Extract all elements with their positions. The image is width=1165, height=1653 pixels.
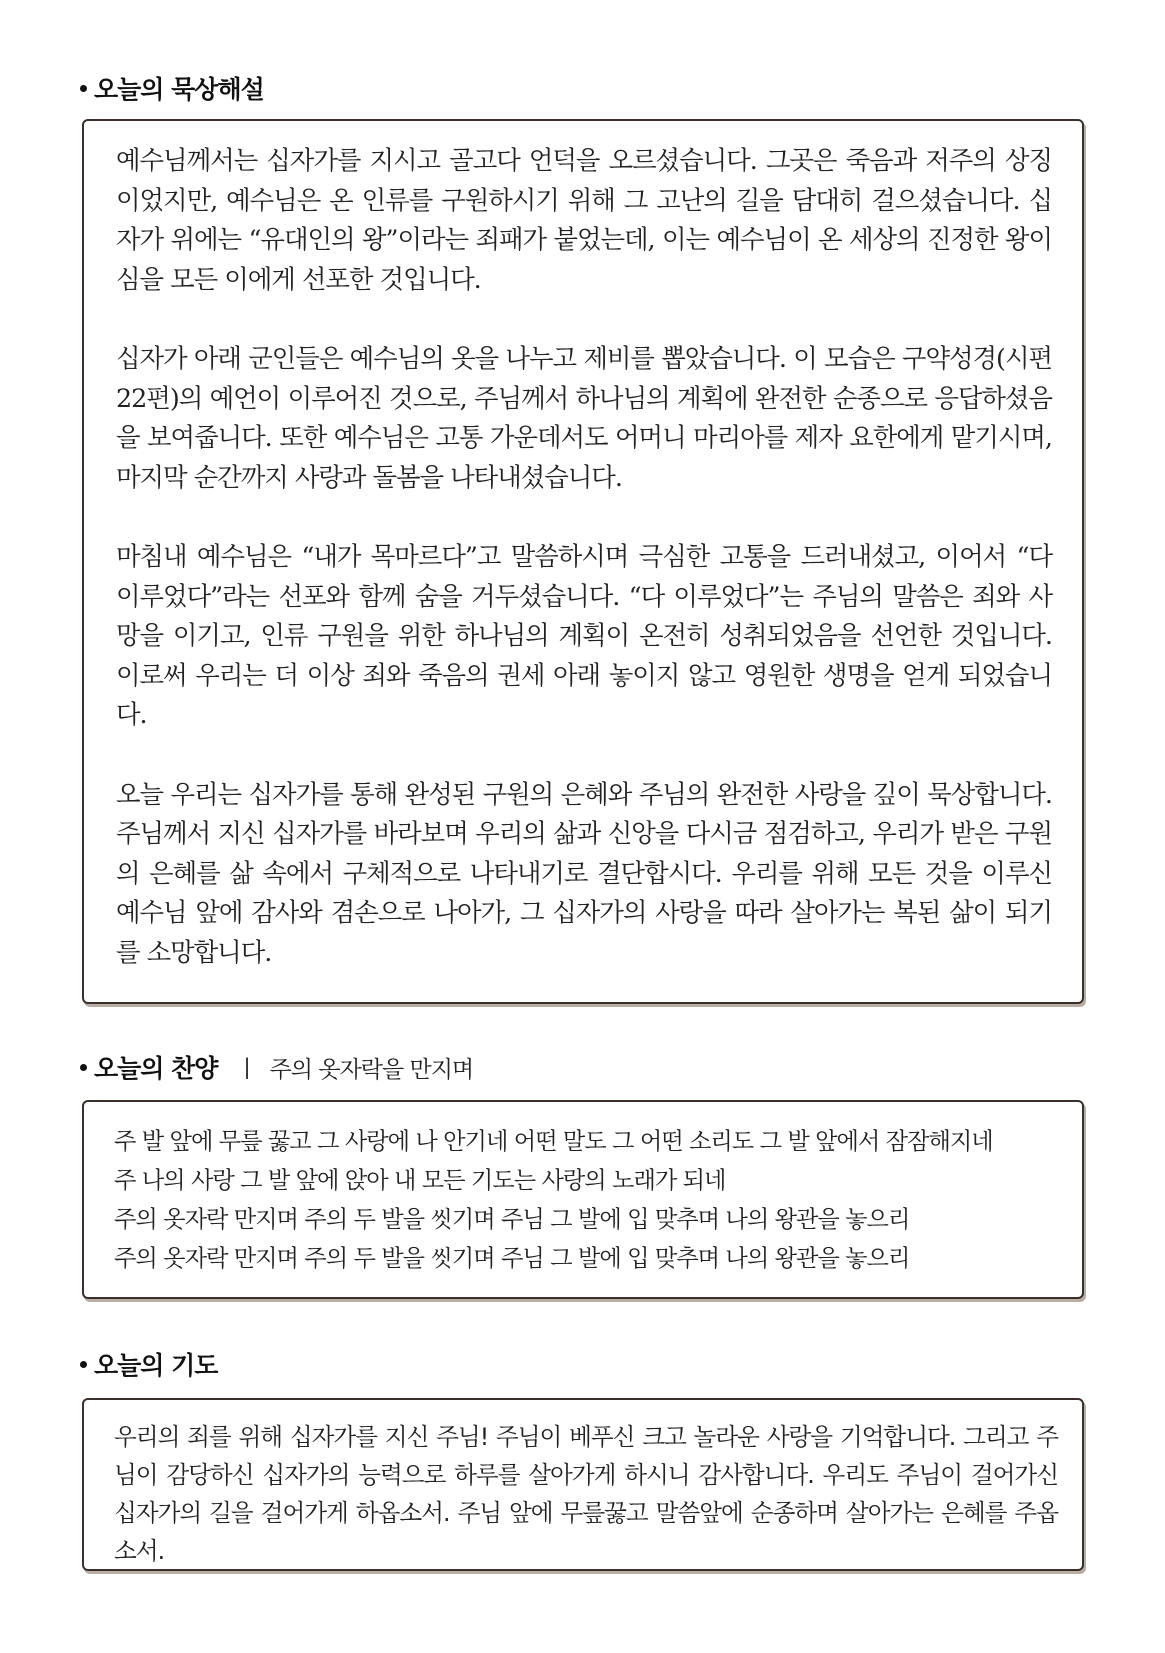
lyric-line: 주의 옷자락 만지며 주의 두 발을 씻기며 주님 그 발에 입 맞추며 나의 왕관을 놓으리 [114,1245,910,1272]
lyric-line: 주 발 앞에 무릎 꿇고 그 사랑에 나 안기네 어떤 말도 그 어떤 소리도 그 발 앞에서 잠잠해지네 [114,1128,993,1155]
lyric-line: 주 나의 사랑 그 발 앞에 앉아 내 모든 기도는 사랑의 노래가 되네 [114,1167,726,1194]
prayer-text: 우리의 죄를 위해 십자가를 지신 주님! 주님이 베푸신 크고 놀라운 사랑을 기억합니다. 그리고 주님이 감당하신 십자가의 능력으로 하루를 살아가게 하시니 감사합니다. 우리도 주님이 걸어가신 십자가의 길을 걸어가게 하옵소서. 주님 앞에 무릎꿇고 말씀앞에 순종하며 살아가는 은혜를 주옵소서. [114,1423,1058,1565]
bullet-icon [80,1064,87,1071]
meditation-heading: 오늘의 묵상해설 [94,75,264,104]
meditation-paragraph: 오늘 우리는 십자가를 통해 완성된 구원의 은혜와 주님의 완전한 사랑을 깊이 묵상합니다. 주님께서 지신 십자가를 바라보며 우리의 삶과 신앙을 다시금 점검하고, 우리가 받은 구원의 은혜를 삶 속에서 구체적으로 나타내기로 결단합시다. 우리를 위해 모든 것을 이루신 예수님 앞에 감사와 겸손으로 나아가, 그 십자가의 사랑을 따라 살아가는 복된 삶이 되기를 소망합니다. [116,778,1052,967]
title-divider: | [243,1055,250,1079]
hymn-song-title: 주의 옷자락을 만지며 [269,1056,474,1083]
bullet-icon [80,85,87,92]
meditation-paragraph: 십자가 아래 군인들은 예수님의 옷을 나누고 제비를 뽑았습니다. 이 모습은 구약성경(시편 22편)의 예언이 이루어진 것으로, 주님께서 하나님의 계획에 완전한 순종으로 응답하셨음을 보여줍니다. 또한 예수님은 고통 가운데서도 어머니 마리아를 제자 요한에게 맡기시며, 마지막 순간까지 사랑과 돌봄을 나타내셨습니다. [116,343,1052,492]
meditation-paragraph: 마침내 예수님은 “내가 목마르다”고 말씀하시며 극심한 고통을 드러내셨고, 이어서 “다 이루었다”라는 선포와 함께 숨을 거두셨습니다. “다 이루었다”는 주님의 말씀은 죄와 사망을 이기고, 인류 구원을 위한 하나님의 계획이 온전히 성취되었음을 선언한 것입니다. 이로써 우리는 더 이상 죄와 죽음의 권세 아래 놓이지 않고 영원한 생명을 얻게 되었습니다. [116,541,1052,729]
meditation-paragraph: 예수님께서는 십자가를 지시고 골고다 언덕을 오르셨습니다. 그곳은 죽음과 저주의 상징이었지만, 예수님은 온 인류를 구원하시기 위해 그 고난의 길을 담대히 걸으셨습니다. 십자가 위에는 “유대인의 왕”이라는 죄패가 붙었는데, 이는 예수님이 온 세상의 진정한 왕이심을 모든 이에게 선포한 것입니다. [116,145,1052,294]
hymn-heading: 오늘의 찬양 [94,1054,218,1083]
prayer-box [82,1398,1084,1571]
bullet-icon [80,1361,87,1368]
prayer-heading: 오늘의 기도 [94,1351,218,1380]
meditation-box [82,119,1084,1004]
meditation-section-title [80,70,264,106]
lyric-line: 주의 옷자락 만지며 주의 두 발을 씻기며 주님 그 발에 입 맞추며 나의 왕관을 놓으리 [114,1206,910,1233]
hymn-section-title [80,1049,473,1085]
hymn-lyrics-box [82,1100,1084,1299]
prayer-section-title [80,1346,217,1382]
